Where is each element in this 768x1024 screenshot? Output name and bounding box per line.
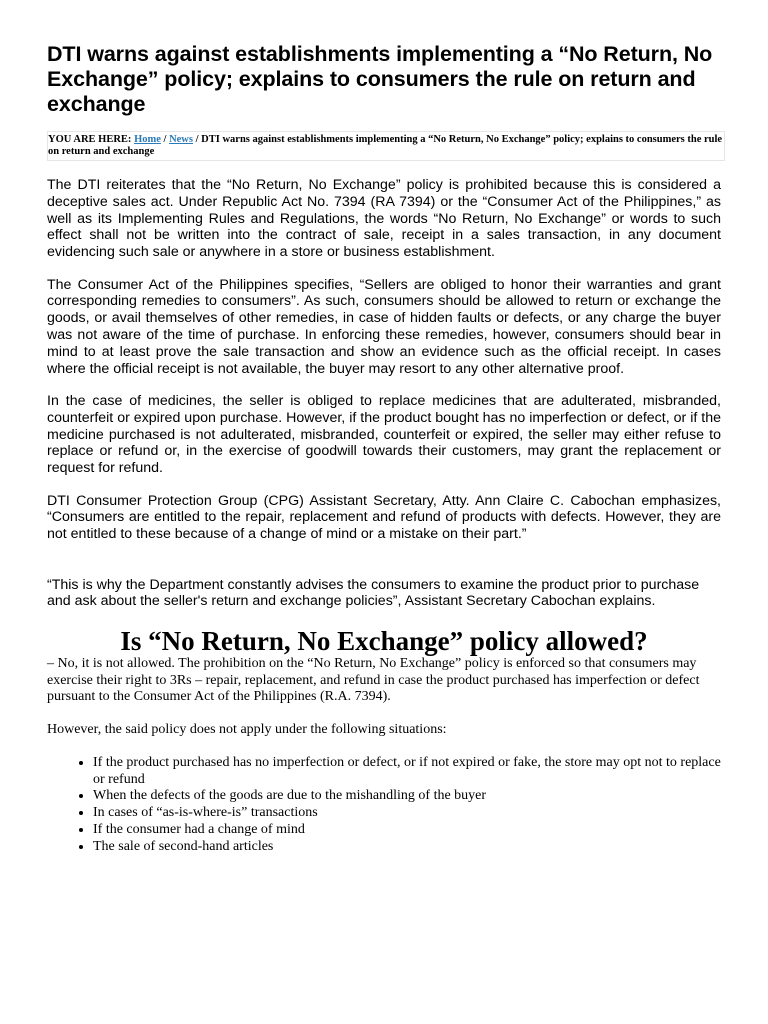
section-answer: – No, it is not allowed. The prohibition on the “No Return, No Exchange” policy is enforced so that consumers may exercise their right to 3Rs – repair, replacement, and refund in case the product purchased has imperfection or defect pursuant to the Consumer Act of the Philippines (R.A. 7394).	[47, 655, 700, 705]
body-paragraph: The Consumer Act of the Philippines specifies, “Sellers are obliged to honor their warranties and grant corresponding remedies to consumers”. As such, consumers should be allowed to return or exchange the goods, or avail themselves of other remedies, in case of hidden faults or defects, or any charge the buyer was not aware of the time of purchase. In enforcing these remedies, however, consumers should bear in mind to at least prove the sale transaction and show an evidence such as the official receipt. In cases where the official receipt is not available, the buyer may resort to any other alternative proof.	[47, 276, 721, 377]
list-item: • If the product purchased has no imperfection or defect, or if not expired or fake, the store may opt not to replace or refund	[93, 755, 721, 789]
exceptions-list	[47, 755, 721, 856]
breadcrumb	[47, 131, 725, 161]
section-heading: Is “No Return, No Exchange” policy allowed?	[120, 625, 648, 656]
breadcrumb-current: DTI warns against establishments implementing a “No Return, No Exchange” policy; explains to consumers the rule on return and exchange	[48, 134, 723, 157]
breadcrumb-prefix: YOU ARE HERE:	[48, 134, 132, 145]
spacer	[47, 559, 721, 577]
breadcrumb-news-link[interactable]: News	[169, 134, 193, 145]
article	[47, 42, 721, 856]
breadcrumb-separator: /	[195, 134, 199, 145]
list-item: • When the defects of the goods are due to the mishandling of the buyer	[93, 788, 721, 805]
article-title: DTI warns against establishments implementing a “No Return, No Exchange” policy; explains to consumers the rule on return and exchange	[47, 42, 713, 116]
body-paragraph: The DTI reiterates that the “No Return, No Exchange” policy is prohibited because this is considered a deceptive sales act. Under Republic Act No. 7394 (RA 7394) or the “Consumer Act of the Philippines,” as well as its Implementing Rules and Regulations, the words “No Return, No Exchange” or words to such effect shall not be written into the contract of sale, receipt in a sales transaction, in any document evidencing such sale or anywhere in a store or business establishment.	[47, 177, 721, 261]
breadcrumb-separator: /	[163, 134, 167, 145]
section-intro: However, the said policy does not apply under the following situations:	[47, 722, 447, 738]
breadcrumb-home-link[interactable]: Home	[134, 134, 161, 145]
body-paragraph: In the case of medicines, the seller is obliged to replace medicines that are adulterated, misbranded, counterfeit or expired upon purchase. However, if the product bought has no imperfection or defect, or if the medicine purchased is not adulterated, misbranded, counterfeit or expired, the seller may either refuse to replace or refund or, in the exercise of goodwill towards their customers, may grant the replacement or request for refund.	[47, 392, 721, 477]
body-paragraph: DTI Consumer Protection Group (CPG) Assistant Secretary, Atty. Ann Claire C. Cabochan emphasizes, “Consumers are entitled to the repair, replacement and refund of products with defects. However, they are not entitled to these because of a change of mind or a mistake on their part.”	[47, 492, 721, 543]
list-item: • If the consumer had a change of mind	[93, 822, 721, 839]
list-item: • In cases of “as-is-where-is” transactions	[93, 805, 721, 822]
list-item: • The sale of second-hand articles	[93, 839, 721, 856]
body-paragraph: “This is why the Department constantly advises the consumers to examine the product prior to purchase and ask about the seller's return and exchange policies”, Assistant Secretary Cabochan explains.	[47, 576, 700, 610]
